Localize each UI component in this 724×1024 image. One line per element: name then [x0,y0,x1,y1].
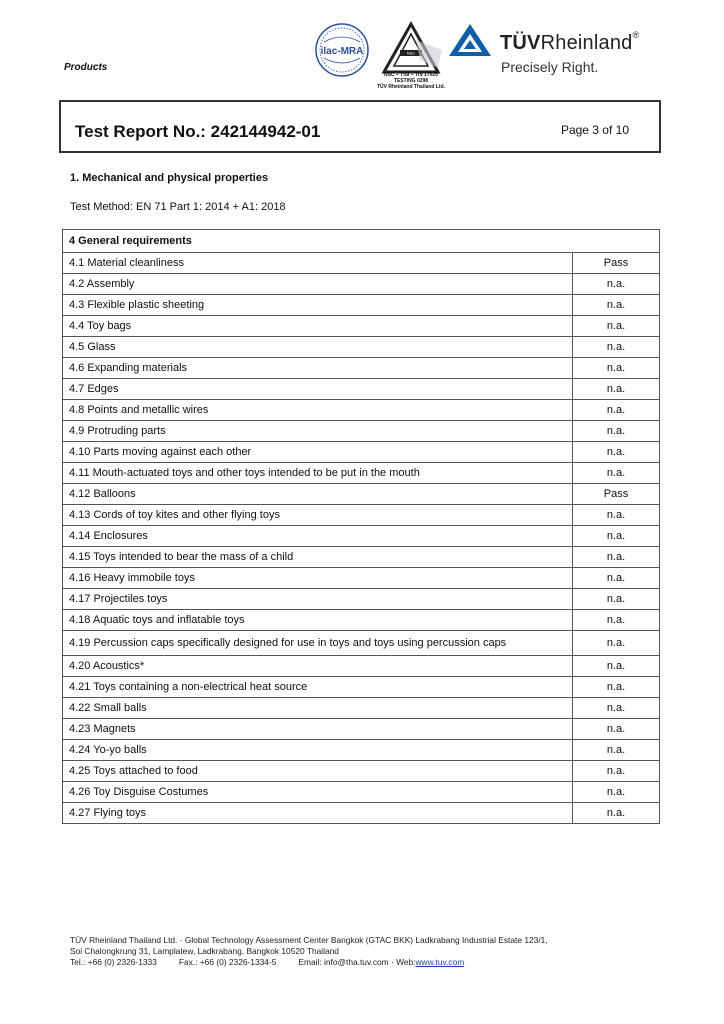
table-heading: 4 General requirements [63,230,660,253]
svg-text:NSC: NSC [406,50,416,56]
requirement-item: 4.19 Percussion caps specifically designed for use in toys and toys using percussion caps [63,631,573,656]
table-row [63,803,660,824]
requirement-result: n.a. [573,274,660,295]
requirement-result: n.a. [573,358,660,379]
requirement-result: Pass [573,253,660,274]
table-row [63,484,660,505]
table-row [63,505,660,526]
requirement-item: 4.7 Edges [63,379,573,400]
table-row [63,526,660,547]
requirement-item: 4.6 Expanding materials [63,358,573,379]
table-row [63,656,660,677]
brand-bold: TÜV [500,32,541,54]
requirement-result: n.a. [573,610,660,631]
requirement-item: 4.12 Balloons [63,484,573,505]
requirement-item: 4.15 Toys intended to bear the mass of a child [63,547,573,568]
requirement-item: 4.2 Assembly [63,274,573,295]
table-row [63,358,660,379]
requirement-item: 4.14 Enclosures [63,526,573,547]
requirement-item: 4.23 Magnets [63,719,573,740]
registered-mark: ® [632,30,640,40]
requirement-result: n.a. [573,803,660,824]
requirement-item: 4.4 Toy bags [63,316,573,337]
requirement-result: n.a. [573,631,660,656]
requirement-item: 4.17 Projectiles toys [63,589,573,610]
table-row [63,547,660,568]
requirement-item: 4.18 Aquatic toys and inflatable toys [63,610,573,631]
table-row [63,421,660,442]
requirement-result: n.a. [573,782,660,803]
requirement-item: 4.21 Toys containing a non-electrical heat source [63,677,573,698]
requirement-item: 4.26 Toy Disguise Costumes [63,782,573,803]
table-row [63,568,660,589]
report-header-box [59,100,661,153]
requirement-result: n.a. [573,656,660,677]
footer-line-2: Soi Chalongkrung 31, Lamplatew, Ladkrabang, Bangkok 10520 Thailand [70,946,339,956]
requirement-result: n.a. [573,526,660,547]
requirement-result: n.a. [573,379,660,400]
table-row [63,316,660,337]
requirement-item: 4.22 Small balls [63,698,573,719]
ilac-mra-logo-icon [314,22,370,78]
requirement-item: 4.3 Flexible plastic sheeting [63,295,573,316]
requirement-item: 4.16 Heavy immobile toys [63,568,573,589]
requirement-result: n.a. [573,719,660,740]
page-footer [70,935,548,968]
requirement-result: n.a. [573,740,660,761]
requirements-table [62,229,660,824]
requirement-item: 4.25 Toys attached to food [63,761,573,782]
brand-tagline: Precisely Right. [501,59,599,75]
requirement-result: n.a. [573,698,660,719]
requirement-result: n.a. [573,442,660,463]
table-row [63,400,660,421]
nsc-line-2: TESTING 0298 [393,78,429,84]
requirement-item: 4.13 Cords of toy kites and other flying toys [63,505,573,526]
footer-fax: Fax.: +66 (0) 2326-1334-5 [178,957,277,967]
table-row [63,610,660,631]
requirement-result: n.a. [573,547,660,568]
footer-web-link[interactable]: www.tuv.com [415,957,465,967]
table-row [63,589,660,610]
table-row [63,740,660,761]
table-row [63,463,660,484]
tuv-triangle-logo-icon [446,22,494,58]
requirement-result: n.a. [573,316,660,337]
table-row [63,698,660,719]
page-number: Page 3 of 10 [560,123,629,137]
requirement-result: n.a. [573,337,660,358]
requirement-result: n.a. [573,568,660,589]
table-row [63,677,660,698]
nsc-caption [370,72,452,90]
requirement-item: 4.27 Flying toys [63,803,573,824]
footer-tel: Tel.: +66 (0) 2326-1333 [70,957,157,967]
footer-line-3 [70,957,548,968]
requirement-result: Pass [573,484,660,505]
requirement-item: 4.11 Mouth-actuated toys and other toys intended to be put in the mouth [63,463,573,484]
requirement-result: n.a. [573,505,660,526]
nsc-line-1: NSC – TISI – TIS 17025 [384,72,438,78]
requirement-item: 4.20 Acoustics* [63,656,573,677]
section-title: 1. Mechanical and physical properties [70,172,269,184]
requirement-result: n.a. [573,421,660,442]
brand-light: Rheinland [540,32,633,54]
table-row [63,337,660,358]
footer-line-1: TÜV Rheinland Thailand Ltd. · Global Technology Assessment Center Bangkok (GTAC BKK) Ladkrabang Industrial Estate 123/1, [70,935,548,945]
footer-email: Email: info@tha.tuv.com · Web: [298,957,416,967]
report-title: Test Report No.: 242144942-01 [75,122,321,141]
nsc-line-3: TÜV Rheinland Thailand Ltd. [376,84,446,90]
requirement-result: n.a. [573,761,660,782]
requirement-result: n.a. [573,589,660,610]
table-heading-row [63,230,660,253]
table-row [63,719,660,740]
table-row [63,274,660,295]
requirement-item: 4.9 Protruding parts [63,421,573,442]
brand-name [500,32,639,55]
requirement-item: 4.24 Yo-yo balls [63,740,573,761]
table-row [63,631,660,656]
test-method: Test Method: EN 71 Part 1: 2014 + A1: 2018 [70,201,286,213]
table-row [63,295,660,316]
table-row [63,761,660,782]
ilac-label: ilac-MRA [320,46,364,57]
products-label: Products [64,62,108,73]
requirement-item: 4.1 Material cleanliness [63,253,573,274]
table-row [63,442,660,463]
requirement-result: n.a. [573,400,660,421]
table-row [63,379,660,400]
table-row [63,253,660,274]
requirement-item: 4.10 Parts moving against each other [63,442,573,463]
table-row [63,782,660,803]
requirement-item: 4.5 Glass [63,337,573,358]
requirement-result: n.a. [573,463,660,484]
requirement-result: n.a. [573,677,660,698]
requirement-item: 4.8 Points and metallic wires [63,400,573,421]
requirement-result: n.a. [573,295,660,316]
